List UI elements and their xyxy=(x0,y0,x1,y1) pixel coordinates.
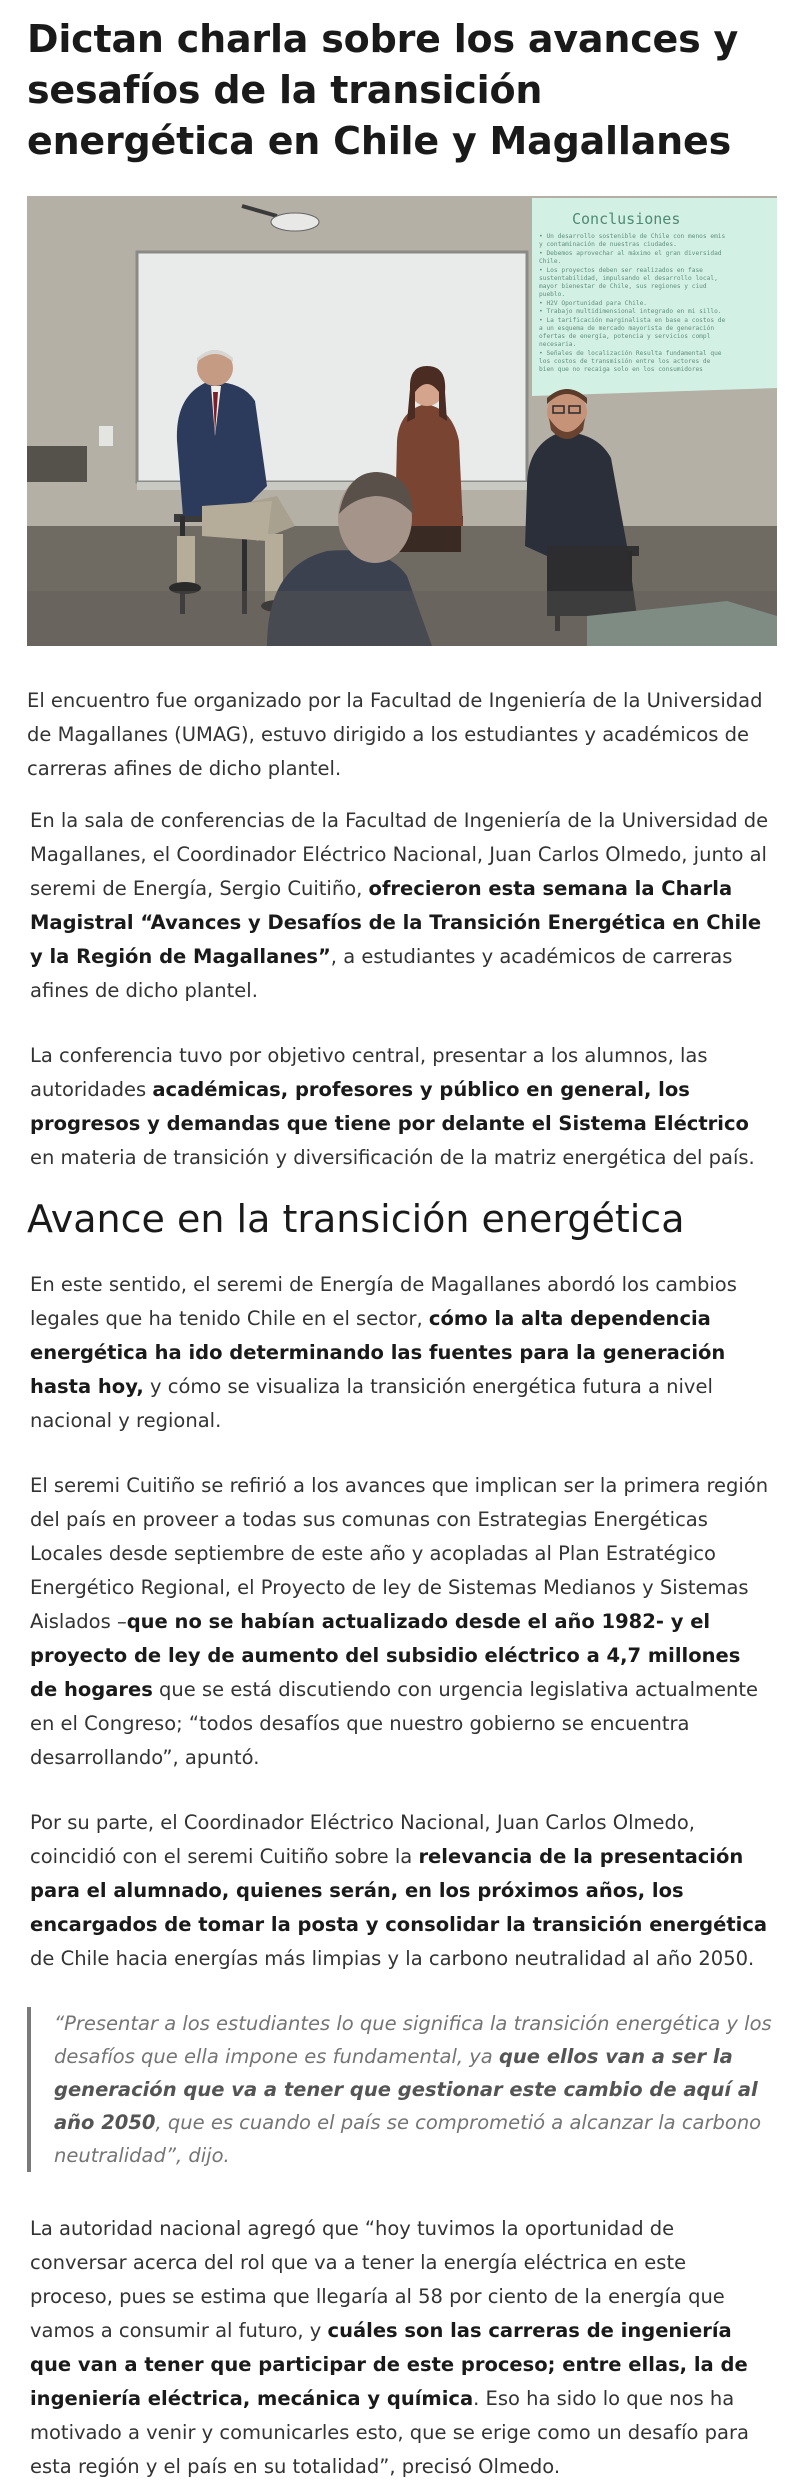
slide-line: a un esquema de mercado mayorista de generación xyxy=(539,325,715,332)
paragraph-2: La conferencia tuvo por objetivo central, presentar a los alumnos, las autoridades académicas, profesores y público en general, los progresos y demandas que tiene por delante el Sistema Eléctrico en materia de transición y diversificación de la matriz energética del país. xyxy=(30,1044,755,1169)
slide-line: mayor bienestar de Chile, sus regiones y ciud xyxy=(539,283,707,290)
slide-line: ofertas de energía, potencia y servicios compl xyxy=(539,333,711,340)
slide-line: • La tarificación marginalista en base a costos de xyxy=(539,317,726,324)
article-title: Dictan charla sobre los avances y sesafíos de la transición energética en Chile y Magallanes xyxy=(27,17,739,163)
section-heading: Avance en la transición energética xyxy=(27,1197,685,1241)
slide-line: • Trabajo multidimensional integrado en mi sillo. xyxy=(539,308,722,315)
paragraph-3: En este sentido, el seremi de Energía de Magallanes abordó los cambios legales que ha tenido Chile en el sector, cómo la alta dependencia energética ha ido determinando las fuentes para la generación hasta hoy, y cómo se visualiza la transición energética futura a nivel nacional y regional. xyxy=(30,1273,737,1432)
slide-line: los costos de transmisión entre los actores de xyxy=(539,358,711,365)
slide-line: necesaria. xyxy=(539,341,577,348)
slide-line: y contaminación de nuestras ciudades. xyxy=(539,241,677,248)
slide-line: • Un desarrollo sostenible de Chile con menos emis xyxy=(539,233,726,240)
article-photo xyxy=(27,196,777,646)
slide-line: Chile. xyxy=(539,258,562,265)
paragraph-5: Por su parte, el Coordinador Eléctrico Nacional, Juan Carlos Olmedo, coincidió con el seremi Cuitiño sobre la relevancia de la presentación para el alumnado, quienes serán, en los próximos años, los encargados de tomar la posta y consolidar la transición energética de Chile hacia energías más limpias y la carbono neutralidad al año 2050. xyxy=(30,1811,768,1970)
slide-line: sustentabilidad, impulsando el desarrollo local, xyxy=(539,275,718,282)
pull-quote: “Presentar a los estudiantes lo que significa la transición energética y los desafíos que ella impone es fundamental, ya que ellos van a ser la generación que va a tener que gestionar este cambio de aquí al año 2050, que es cuando el país se comprometió a alcanzar la carbono neutralidad”, dijo. xyxy=(27,2007,773,2172)
paragraph-1: En la sala de conferencias de la Facultad de Ingeniería de la Universidad de Magallanes, el Coordinador Eléctrico Nacional, Juan Carlos Olmedo, junto al seremi de Energía, Sergio Cuitiño, ofrecieron esta semana la Charla Magistral “Avances y Desafíos de la Transición Energética en Chile y la Región de Magallanes”, a estudiantes y académicos de carreras afines de dicho plantel. xyxy=(30,809,769,1002)
slide-line: bien que no recaiga solo en los consumidores xyxy=(539,366,703,373)
slide-title: Conclusiones xyxy=(572,210,681,228)
slide-line: • Señales de localización Resulta fundamental que xyxy=(539,350,722,357)
slide-line: • Los proyectos deben ser realizados en fase xyxy=(539,267,703,274)
paragraph-4: El seremi Cuitiño se refirió a los avances que implican ser la primera región del país en proveer a todas sus comunas con Estrategias Energéticas Locales desde septiembre de este año y acopladas al Plan Estratégico Energético Regional, el Proyecto de ley de Sistemas Medianos y Sistemas Aislados –que no se habían actualizado desde el año 1982- y el proyecto de ley de aumento del subsidio eléctrico a 4,7 millones de hogares que se está discutiendo con urgencia legislativa actualmente en el Congreso; “todos desafíos que nuestro gobierno se encuentra desarrollando”, apuntó. xyxy=(30,1474,769,1769)
conference-photo-illustration xyxy=(27,196,777,646)
slide-line: pueblo. xyxy=(539,291,566,298)
paragraph-6: La autoridad nacional agregó que “hoy tuvimos la oportunidad de conversar acerca del rol que va a tener la energía eléctrica en este proceso, pues se estima que llegaría al 58 por ciento de la energía que vamos a consumir al futuro, y cuáles son las carreras de ingeniería que van a tener que participar de este proceso; entre ellas, la de ingeniería eléctrica, mecánica y química. Eso ha sido lo que nos ha motivado a venir y comunicarles esto, que se erige como un desafío para esta región y el país en su totalidad”, precisó Olmedo. xyxy=(30,2217,749,2478)
article-lead: El encuentro fue organizado por la Facultad de Ingeniería de la Universidad de Magallanes (UMAG), estuvo dirigido a los estudiantes y académicos de carreras afines de dicho plantel. xyxy=(27,689,763,780)
slide-line: • Debemos aprovechar al máximo el gran diversidad xyxy=(539,250,722,257)
slide-line: • H2V Oportunidad para Chile. xyxy=(539,300,648,307)
